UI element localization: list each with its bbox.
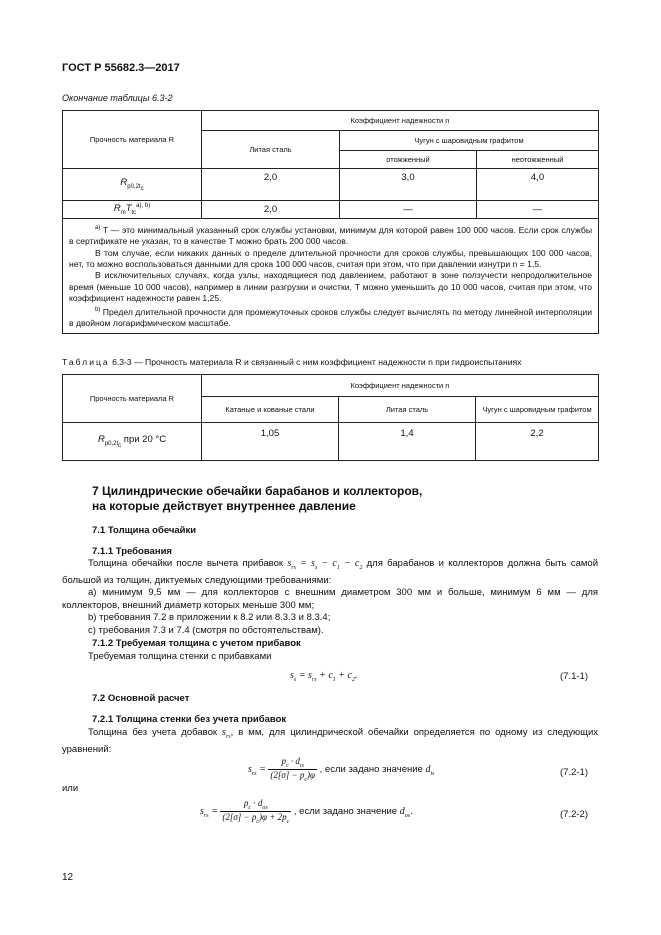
table1-row1-val2: 3,0: [340, 169, 477, 201]
paragraph-thickness-no-allowance: Толщина без учета добавок $s_{rs}$, в мм, для цилиндрической обечайки определяется по одному из следующих уравнений:: [62, 727, 599, 755]
table1-row1-label: $R_{p0,2t_c}$: [63, 169, 202, 201]
table1-header-material: Прочность материала R: [63, 111, 202, 169]
table1-header-coef: Коэффициент надежности n: [202, 111, 599, 131]
equation-7-1-1-number: (7.1-1): [560, 671, 588, 682]
section711-body: [62, 558, 598, 638]
section71-heading: 7.1 Толщина обечайки: [92, 525, 197, 536]
note-a-3: В исключительных случаях, когда узлы, находящиеся под давлением, работают в зоне ползучести непродолжительное время (меньше 10 000 часов), например в линии разгрузки и очистки, T можно уменьшить до 10 000 часов, считая при этом, что коэффициент надежности равен 1,25.: [69, 270, 592, 304]
item-c: с) требования 7.3 и 7.4 (смотря по обстоятельствам).: [88, 624, 324, 636]
equation-7-2-2: $s_{rs}$ = $\frac{p_c \cdot d_{os}}{(2[\sigma] - p_c)\varphi + 2p_c}$ , если задано значение $d_{os}$.: [200, 798, 413, 825]
table2-caption: Таблица 6.3-3 — Прочность материала R и связанный с ним коэффициент надежности n при гидроиспытаниях: [62, 357, 522, 367]
item-b: b) требования 7.2 в приложении к 8.2 или 8.3.3 и 8.3.4;: [88, 612, 331, 624]
item-a: а) минимум 9,5 мм — для коллекторов с внешним диаметром 300 мм и больше, минимум 6 мм — для коллекторов, внешний диаметр которых меньше 300 мм;: [62, 587, 598, 611]
table2-header-material: Прочность материала R: [63, 375, 202, 423]
table1-header-cast-iron: Чугун с шаровидным графитом: [340, 131, 599, 151]
table1: [62, 110, 599, 334]
table1-header-not-annealed: неотожженный: [477, 151, 599, 169]
table1-row1-val1: 2,0: [202, 169, 340, 201]
section7-title: 7 Цилиндрические обечайки барабанов и коллекторов, на которые действует внутреннее давление: [92, 484, 423, 513]
table1-row2-label: $R_mT_{tc}^{a), b)}$: [63, 201, 202, 219]
table2-header-iron: Чугун с шаровидным графитом: [476, 397, 599, 423]
table2-val3: 2,2: [476, 423, 599, 461]
table2-val2: 1,4: [339, 423, 476, 461]
note-a-2: В том случае, если никаких данных о пределе длительной прочности для сроков службы, превышающих 100 000 часов, нет, то можно воспользоваться данными для срока 100 000 часов, считая при этом, что при давлении изнутри n = 1,5.: [69, 247, 592, 270]
table1-caption: Окончание таблицы 6.3-2: [62, 93, 173, 103]
paragraph-requirements: Толщина обечайки после вычета прибавок $s_{rs} = s_s - c_1 - c_2$ для барабанов и коллекторов должна быть самой большой из толщин, диктуемых следующими требованиями:: [62, 558, 599, 586]
table1-row1-val3: 4,0: [477, 169, 599, 201]
table1-row2-val3: —: [477, 201, 599, 219]
section72-heading: 7.2 Основной расчет: [92, 693, 190, 704]
table2-header-rolled: Катаные и кованые стали: [202, 397, 339, 423]
table1-notes: [63, 219, 599, 334]
equation-7-1-1: $s_s = s_{rs} + c_1 + c_2$.: [290, 670, 358, 683]
table2-row-label: $R_{p0,2t_c}$ при 20 °С: [63, 423, 202, 461]
table2-header-cast: Литая сталь: [339, 397, 476, 423]
section721-heading: 7.2.1 Толщина стенки без учета прибавок: [92, 714, 287, 725]
section711-heading: 7.1.1 Требования: [92, 546, 172, 557]
or-text: или: [62, 783, 79, 794]
equation-7-2-1-number: (7.2-1): [560, 767, 588, 778]
table2-header-coef: Коэффициент надежности n: [202, 375, 599, 397]
paragraph-required-thickness: Требуемая толщина стенки с прибавками: [88, 651, 272, 662]
note-b: $^{b)}$ Предел длительной прочности для промежуточных сроков службы следует вычислять по методу линейной интерполяции в двойном логарифмическом масштабе.: [69, 306, 592, 328]
equation-7-2-2-number: (7.2-2): [560, 809, 588, 820]
page-number: 12: [62, 872, 74, 883]
equation-7-2-1: $s_{rs}$ = $\frac{p_c \cdot d_{is}}{(2[\sigma] - p_c)\varphi}$ , если задано значение $d_{is}$: [248, 756, 435, 783]
document-header: ГОСТ Р 55682.3—2017: [62, 62, 180, 74]
table2-val1: 1,05: [202, 423, 339, 461]
table1-header-annealed: отожженный: [340, 151, 477, 169]
table1-header-cast-steel: Литая сталь: [202, 131, 340, 169]
table2: [62, 374, 599, 461]
table1-row2-val1: 2,0: [202, 201, 340, 219]
note-a: $^{a)}$ T — это минимальный указанный срок службы установки, минимум для которой равен 100 000 часов. Если срок службы в сертификате не указан, то в качестве T можно брать 200 000 часов.: [69, 224, 592, 247]
table1-row2-val2: —: [340, 201, 477, 219]
section712-heading: 7.1.2 Требуемая толщина с учетом прибавок: [92, 638, 301, 649]
